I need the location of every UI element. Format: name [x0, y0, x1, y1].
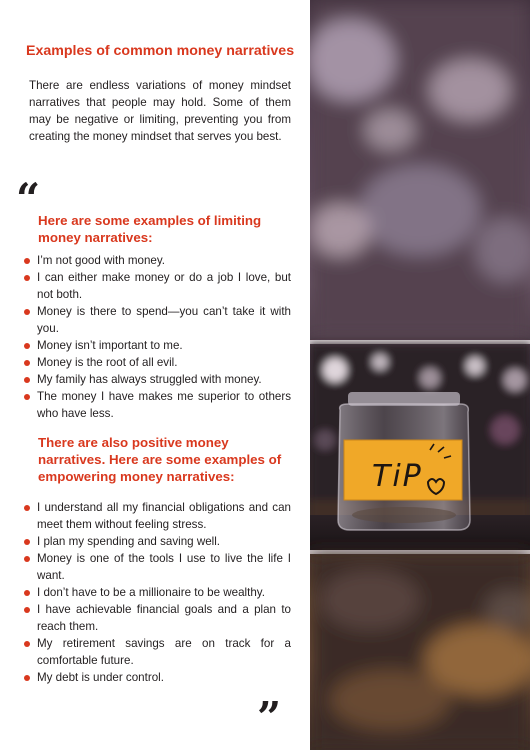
bullet-icon: [24, 275, 30, 281]
list-item-text: My debt is under control.: [37, 671, 164, 684]
bullet-icon: [24, 505, 30, 511]
empowering-narratives-title: There are also positive money narratives. Here are some examples of empowering money narratives:: [38, 435, 282, 484]
bullet-icon: [24, 539, 30, 545]
jar-label-text: TiP: [372, 459, 423, 494]
list-item-text: I’m not good with money.: [37, 254, 166, 267]
list-item-text: Money is there to spend—you can’t take it with you.: [37, 305, 291, 335]
list-item-text: Money is one of the tools I use to live the life I want.: [37, 552, 291, 582]
list-item-text: The money I have makes me superior to others who have less.: [37, 390, 291, 420]
list-item: [24, 669, 291, 686]
list-item: [24, 371, 291, 388]
list-item-text: Money is the root of all evil.: [37, 356, 178, 369]
limiting-narratives-list: [24, 252, 291, 422]
list-item-text: Money isn’t important to me.: [37, 339, 183, 352]
list-item-text: I can either make money or do a job I love, but not both.: [37, 271, 291, 301]
list-item: [24, 303, 291, 337]
bullet-icon: [24, 377, 30, 383]
bullet-icon: [24, 675, 30, 681]
list-item: [24, 252, 291, 269]
list-item: [24, 584, 291, 601]
bullet-icon: [24, 343, 30, 349]
empowering-narratives-list: [24, 499, 291, 686]
open-quote-icon: “: [16, 174, 41, 223]
bullet-icon: [24, 590, 30, 596]
list-item: [24, 550, 291, 584]
list-item: [24, 533, 291, 550]
bullet-icon: [24, 641, 30, 647]
bullet-icon: [24, 360, 30, 366]
list-item: [24, 269, 291, 303]
bullet-icon: [24, 394, 30, 400]
list-item-text: I plan my spending and saving well.: [37, 535, 221, 548]
list-item: [24, 388, 291, 422]
tip-jar-illustration: [310, 0, 530, 750]
list-item-text: I have achievable financial goals and a plan to reach them.: [37, 603, 291, 633]
list-item: [24, 499, 291, 533]
list-item-text: I understand all my financial obligations and can meet them without feeling stress.: [37, 501, 291, 531]
bullet-icon: [24, 309, 30, 315]
jar: [338, 392, 470, 530]
tip-jar-photo: [310, 0, 530, 750]
list-item: [24, 337, 291, 354]
list-item: [24, 354, 291, 371]
limiting-narratives-title: Here are some examples of limiting money narratives:: [38, 213, 262, 245]
page-heading: Examples of common money narratives: [26, 43, 295, 59]
list-item: [24, 635, 291, 669]
close-quote-icon: ”: [257, 693, 282, 742]
list-item: [24, 601, 291, 635]
list-item-text: I don’t have to be a millionaire to be wealthy.: [37, 586, 265, 599]
intro-paragraph: There are endless variations of money mindset narratives that people may hold. Some of them may be negative or limiting, preventing you from creating the money mindset that serves you best.: [29, 79, 291, 143]
bullet-icon: [24, 607, 30, 613]
list-item-text: My family has always struggled with money.: [37, 373, 262, 386]
list-item-text: My retirement savings are on track for a comfortable future.: [37, 637, 291, 667]
bullet-icon: [24, 258, 30, 264]
bullet-icon: [24, 556, 30, 562]
